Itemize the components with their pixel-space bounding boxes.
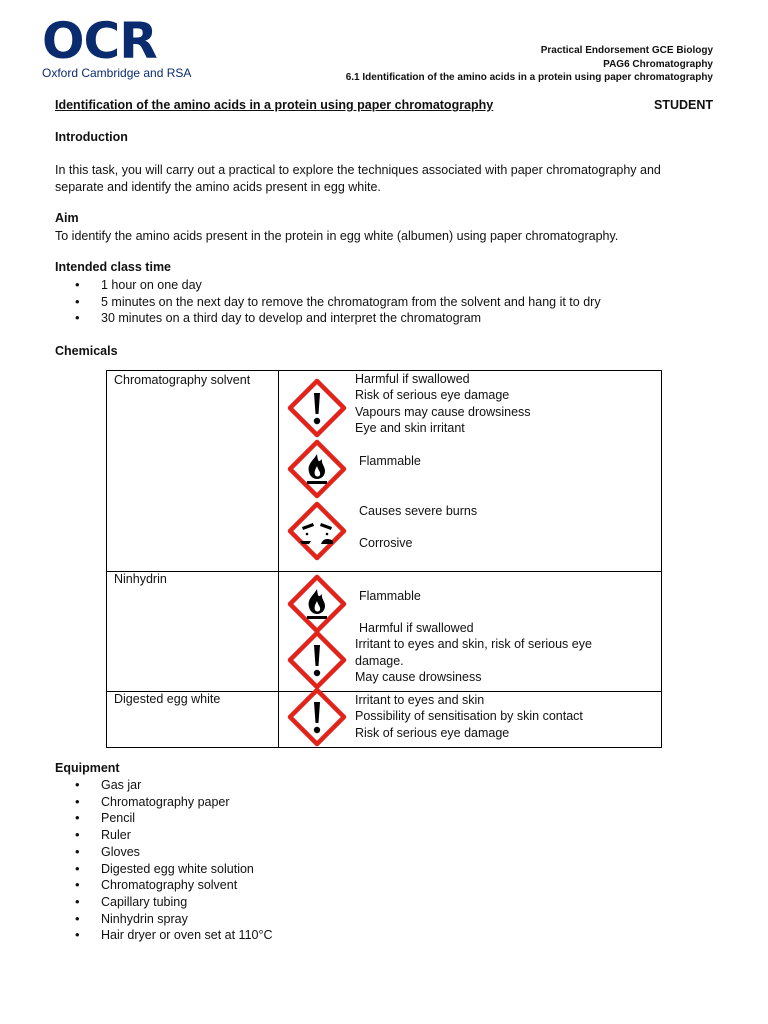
hazard-line: Risk of serious eye damage (355, 725, 510, 740)
hazard-statement (359, 503, 477, 552)
hazard-line: Eye and skin irritant (355, 420, 465, 435)
corrosive-hazard-icon (287, 501, 347, 561)
hazard-line: Harmful if swallowed (359, 621, 474, 635)
list-item: • Ruler (55, 827, 273, 844)
flame-hazard-icon (287, 574, 347, 634)
logo-mark: OCR (42, 12, 157, 70)
hazard-statement (355, 371, 531, 436)
flame-hazard-icon (287, 439, 347, 499)
introduction-heading: Introduction (55, 130, 128, 144)
chemicals-heading: Chemicals (55, 344, 118, 358)
hazard-line: May cause drowsiness (355, 669, 482, 684)
list-item: • 1 hour on one day (55, 277, 601, 294)
hazard-line: Irritant to eyes and skin (355, 693, 485, 707)
chemical-name: Digested egg white (114, 692, 221, 706)
class-time-list (55, 277, 601, 327)
hazard-line: Causes severe burns (359, 504, 478, 518)
hazard-statement (355, 620, 592, 685)
hazard-line: Flammable (359, 589, 421, 603)
list-item: • Ninhydrin spray (55, 911, 273, 928)
page-title: Identification of the amino acids in a protein using paper chromatography (55, 98, 494, 112)
hazard-line: Vapours may cause drowsiness (355, 404, 531, 419)
hazard-line: Possibility of sensitisation by skin contact (355, 709, 583, 724)
introduction-text: In this task, you will carry out a practical to explore the techniques associated with paper chromatography and separate and identify the amino acids present in egg white. (55, 163, 661, 194)
chemical-name: Ninhydrin (114, 572, 167, 586)
equipment-heading: Equipment (55, 761, 120, 775)
list-item: • Capillary tubing (55, 894, 273, 911)
hazard-statement (359, 588, 421, 604)
aim-text: To identify the amino acids present in the protein in egg white (albumen) using paper chromatography. (55, 229, 619, 243)
hazard-line: Irritant to eyes and skin, risk of serious eye (355, 637, 592, 652)
aim-heading: Aim (55, 211, 79, 225)
class-time-heading: Intended class time (55, 260, 172, 274)
hazard-line: Corrosive (359, 536, 413, 551)
equipment-list (55, 777, 273, 944)
exclamation-hazard-icon (287, 378, 347, 438)
hazard-statement (355, 692, 583, 741)
list-item: • Gas jar (55, 777, 273, 794)
hazard-line: Harmful if swallowed (355, 372, 470, 386)
title-row (55, 98, 713, 112)
list-item: • 5 minutes on the next day to remove the chromatogram from the solvent and hang it to dry (55, 294, 601, 311)
hazard-line: Risk of serious eye damage (355, 388, 510, 403)
exclamation-hazard-icon (287, 687, 347, 747)
list-item: • Chromatography solvent (55, 877, 273, 894)
hazard-line: Flammable (359, 454, 421, 468)
row-divider (107, 571, 661, 572)
role-label: STUDENT (653, 98, 713, 112)
ocr-logo (42, 12, 192, 80)
list-item: • Hair dryer or oven set at 110°C (55, 927, 273, 944)
header-line-2: PAG6 Chromatography (603, 58, 713, 70)
list-item: • Pencil (55, 810, 273, 827)
document-header (346, 44, 713, 85)
list-item: • 30 minutes on a third day to develop and interpret the chromatogram (55, 310, 601, 327)
header-line-3: 6.1 Identification of the amino acids in a protein using paper chromatography (345, 72, 713, 83)
list-item: • Digested egg white solution (55, 861, 273, 878)
chemicals-table (106, 370, 662, 748)
logo-subtitle: Oxford Cambridge and RSA (42, 66, 192, 80)
chemical-name: Chromatography solvent (114, 373, 251, 387)
hazard-statement (359, 453, 421, 469)
header-line-1: Practical Endorsement GCE Biology (540, 45, 713, 56)
list-item: • Chromatography paper (55, 794, 273, 811)
exclamation-hazard-icon (287, 630, 347, 690)
hazard-line: damage. (355, 653, 404, 668)
list-item: • Gloves (55, 844, 273, 861)
